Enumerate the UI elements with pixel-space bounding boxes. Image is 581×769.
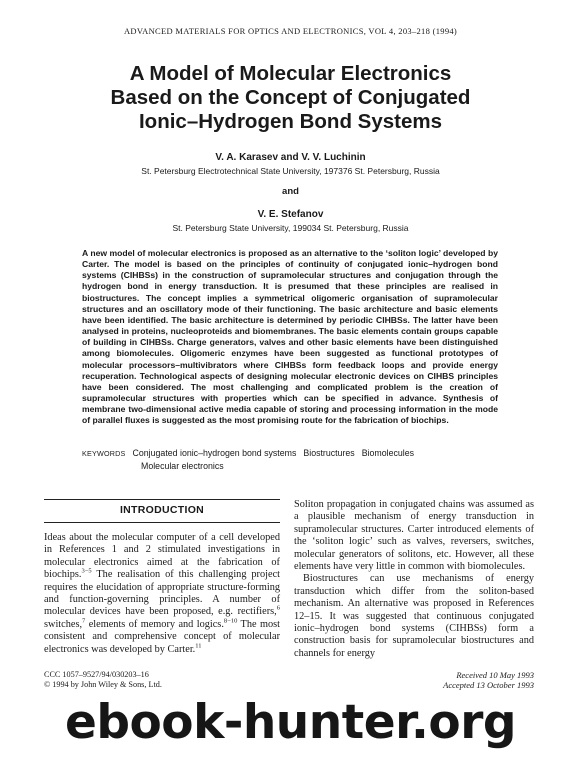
author-names-1: V. A. Karasev and V. V. Luchinin <box>215 152 366 163</box>
title-line-3: Ionic–Hydrogen Bond Systems <box>138 110 442 133</box>
keywords <box>82 447 502 472</box>
keyword: Biomolecules <box>361 448 415 458</box>
accepted-date: Accepted 13 October 1993 <box>443 680 534 691</box>
author-group-1 <box>0 152 581 176</box>
ccc-code: CCC 1057–9527/94/030203–16 <box>44 670 149 679</box>
author-names-2: V. E. Stefanov <box>257 209 324 220</box>
received-dates <box>330 670 534 690</box>
intro-paragraph-1: Ideas about the molecular computer of a cell developed in References 1 and 2 stimulated investigations in molecular electronics aimed at the fabrication of biochips.$^{3-5}$ The realisation of this challenging project requires the elucidation of appropriate structure-forming and function-governing principles. A number of molecular devices have been proposed, e.g. rectifiers,$^6$ switches,$^7$ elements of memory and logics.$^{8-10}$ The most consistent and comprehensive concept of molecular electronics was developed by Carter.$^{11}$ <box>44 532 281 655</box>
journal-header: ADVANCED MATERIALS FOR OPTICS AND ELECTRONICS, VOL 4, 203–218 (1994) <box>123 26 458 36</box>
author-separator: and <box>282 186 299 197</box>
received-date: Received 10 May 1993 <box>456 670 534 680</box>
affiliation-2: St. Petersburg State University, 199034 St. Petersburg, Russia <box>172 223 409 233</box>
body-column-right <box>294 499 534 660</box>
keyword: Molecular electronics <box>141 461 224 471</box>
keywords-label: KEYWORDS <box>82 449 126 458</box>
section-heading-introduction: INTRODUCTION <box>44 499 280 523</box>
intro-paragraph-2: Soliton propagation in conjugated chains was assumed as a plausible mechanism of energy transduction in supramolecular structures. Carter introduced elements of the ‘soliton logic’ such as valves, reversers, switches, molecular generators of solitons, etc. However, all these elements have very little in common with biomolecules. <box>294 499 534 573</box>
abstract: A new model of molecular electronics is proposed as an alternative to the ‘soliton logic’ developed by Carter. The model is based on the principles of continuity of conjugated ionic–hydrogen bond systems (CIHBSs) in the construction of supramolecular structures and conjugation through the hydrogen bond in energy transduction. It is presumed that these principles are realised in biostructures. The concept implies a symmetrical oligomeric organisation of supramolecular structures and an oscillatory mode of their functioning. The basic architecture and basic elements have been identified. The basic architecture is determined by periodic CIHBSs. The latter have been analysed in proteins, nucleoproteids and biomembranes. The basic elements contain groups capable of building in CIHBSs. Charge generators, valves and other basic elements have been distinguished among biomolecules. Oligomeric enzymes have been suggested as functional prototypes of molecular processors–multivibrators where CIHBSs form feedback loops and provide energy recuperation. Technological aspects of designing molecular electronic devices on CIHBS principles have been considered. The most challenging and complicated problem is the creation of supramolecular structures with properties which can be specified in advance. Synthesis of membrane two-dimensional active media capable of storing and processing information in the mode of parallel fluxes is suggested as the most promising route for the fabrication of biochips. <box>82 248 498 426</box>
title-line-1: A Model of Molecular Electronics <box>129 62 452 85</box>
paper-title <box>60 62 521 134</box>
body-column-left <box>44 532 280 656</box>
copyright-line: © 1994 by John Wiley & Sons, Ltd. <box>44 680 162 690</box>
title-line-2: Based on the Concept of Conjugated <box>110 86 471 109</box>
watermark: ebook-hunter.org <box>64 695 517 750</box>
copyright-block <box>44 670 264 690</box>
intro-paragraph-3: Biostructures can use mechanisms of energy transduction which differ from the soliton-based mechanism. An alternative was proposed in References 12–15. It was suggested that continuous conjugated ionic–hydrogen bond systems (CIHBSs) form a construction basis for supramolecular biostructures and channels for energy <box>294 573 534 659</box>
keyword: Conjugated ionic–hydrogen bond systems <box>132 448 297 458</box>
affiliation-1: St. Petersburg Electrotechnical State University, 197376 St. Petersburg, Russia <box>141 166 440 176</box>
keyword: Biostructures <box>303 448 355 458</box>
author-group-2 <box>0 209 581 233</box>
